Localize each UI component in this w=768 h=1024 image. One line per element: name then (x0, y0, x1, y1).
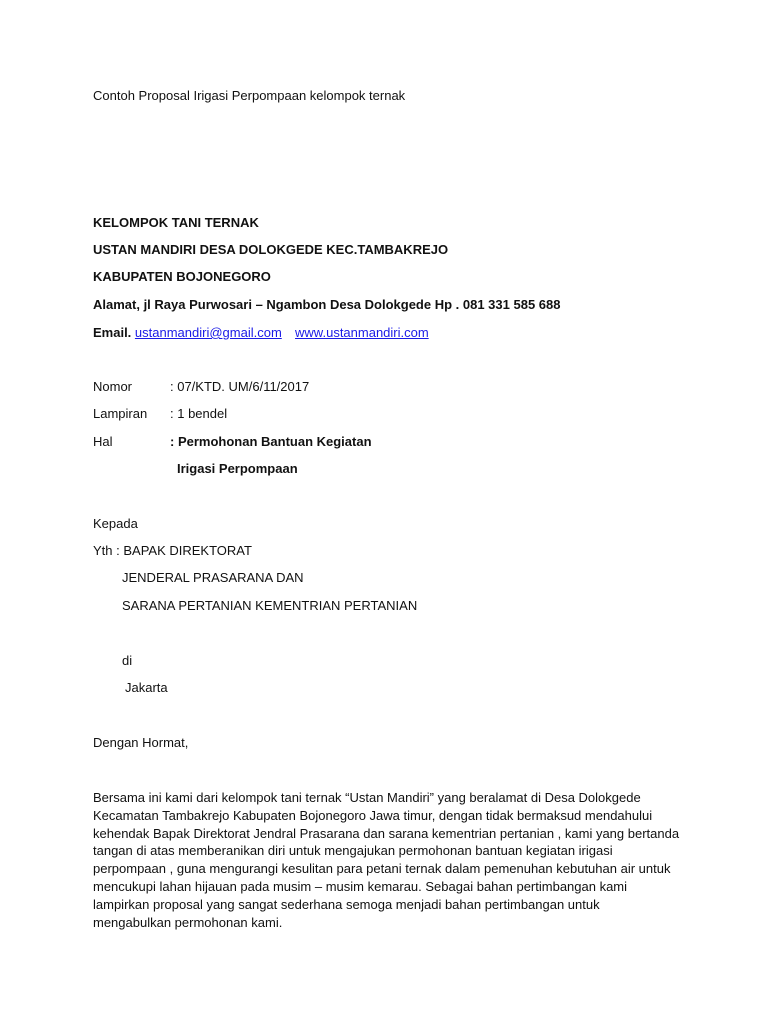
email-link[interactable]: ustanmandiri@gmail.com (134, 325, 282, 340)
body-line: Bersama ini kami dari kelompok tani ternak “Ustan Mandiri” yang beralamat di Desa Dolokgede (93, 790, 641, 805)
recipient-kepada: Kepada (93, 516, 138, 531)
recipient-city: Jakarta (125, 680, 168, 695)
letterhead-line-3: KABUPATEN BOJONEGORO (93, 269, 271, 284)
meta-nomor (93, 379, 309, 395)
website-link[interactable]: www.ustanmandiri.com (295, 325, 429, 340)
document-title: Contoh Proposal Irigasi Perpompaan kelompok ternak (93, 88, 406, 103)
recipient-line-1: Yth : BAPAK DIREKTORAT (93, 543, 252, 558)
hal-label: Hal (93, 434, 113, 449)
recipient-line-3: SARANA PERTANIAN KEMENTRIAN PERTANIAN (122, 598, 418, 613)
email-label: Email. (93, 325, 132, 340)
lampiran-value: : 1 bendel (170, 406, 228, 421)
hal-value-line-1: : Permohonan Bantuan Kegiatan (170, 434, 372, 449)
body-paragraph (93, 789, 683, 931)
greeting: Dengan Hormat, (93, 735, 189, 750)
letterhead-line-2: USTAN MANDIRI DESA DOLOKGEDE KEC.TAMBAKREJO (93, 242, 449, 257)
recipient-line-2: JENDERAL PRASARANA DAN (122, 570, 304, 585)
meta-hal (93, 434, 372, 450)
recipient-di: di (122, 653, 133, 668)
hal-value-line-2: Irigasi Perpompaan (177, 461, 298, 476)
letterhead-contact (93, 325, 429, 341)
letterhead-line-1: KELOMPOK TANI TERNAK (93, 215, 259, 230)
body-line: perpompaan , guna mengurangi kesulitan para petani ternak dalam pemenuhan kebutuhan air untuk (93, 861, 671, 877)
body-line: Kecamatan Tambakrejo Kabupaten Bojonegoro Jawa timur, dengan tidak bermaksud mendahului (93, 807, 653, 823)
body-line: tangan di atas memberanikan diri untuk mengajukan permohonan bantuan kegiatan irigasi (93, 843, 613, 859)
body-line: mencukupi lahan hijauan pada musim – musim kemarau. Sebagai bahan pertimbangan kami (93, 878, 628, 894)
lampiran-label: Lampiran (93, 406, 148, 421)
nomor-label: Nomor (93, 379, 133, 394)
body-line: lampirkan proposal yang sangat sederhana semoga menjadi bahan pertimbangan untuk (93, 896, 600, 912)
body-line: mengabulkan permohonan kami. (93, 914, 283, 930)
letterhead-address: Alamat, jl Raya Purwosari – Ngambon Desa Dolokgede Hp . 081 331 585 688 (93, 297, 561, 312)
meta-lampiran (93, 406, 227, 422)
body-line: kehendak Bapak Direktorat Jendral Prasarana dan sarana kementrian pertanian , kami yang bertanda (93, 825, 680, 841)
nomor-value: : 07/KTD. UM/6/11/2017 (170, 379, 310, 394)
